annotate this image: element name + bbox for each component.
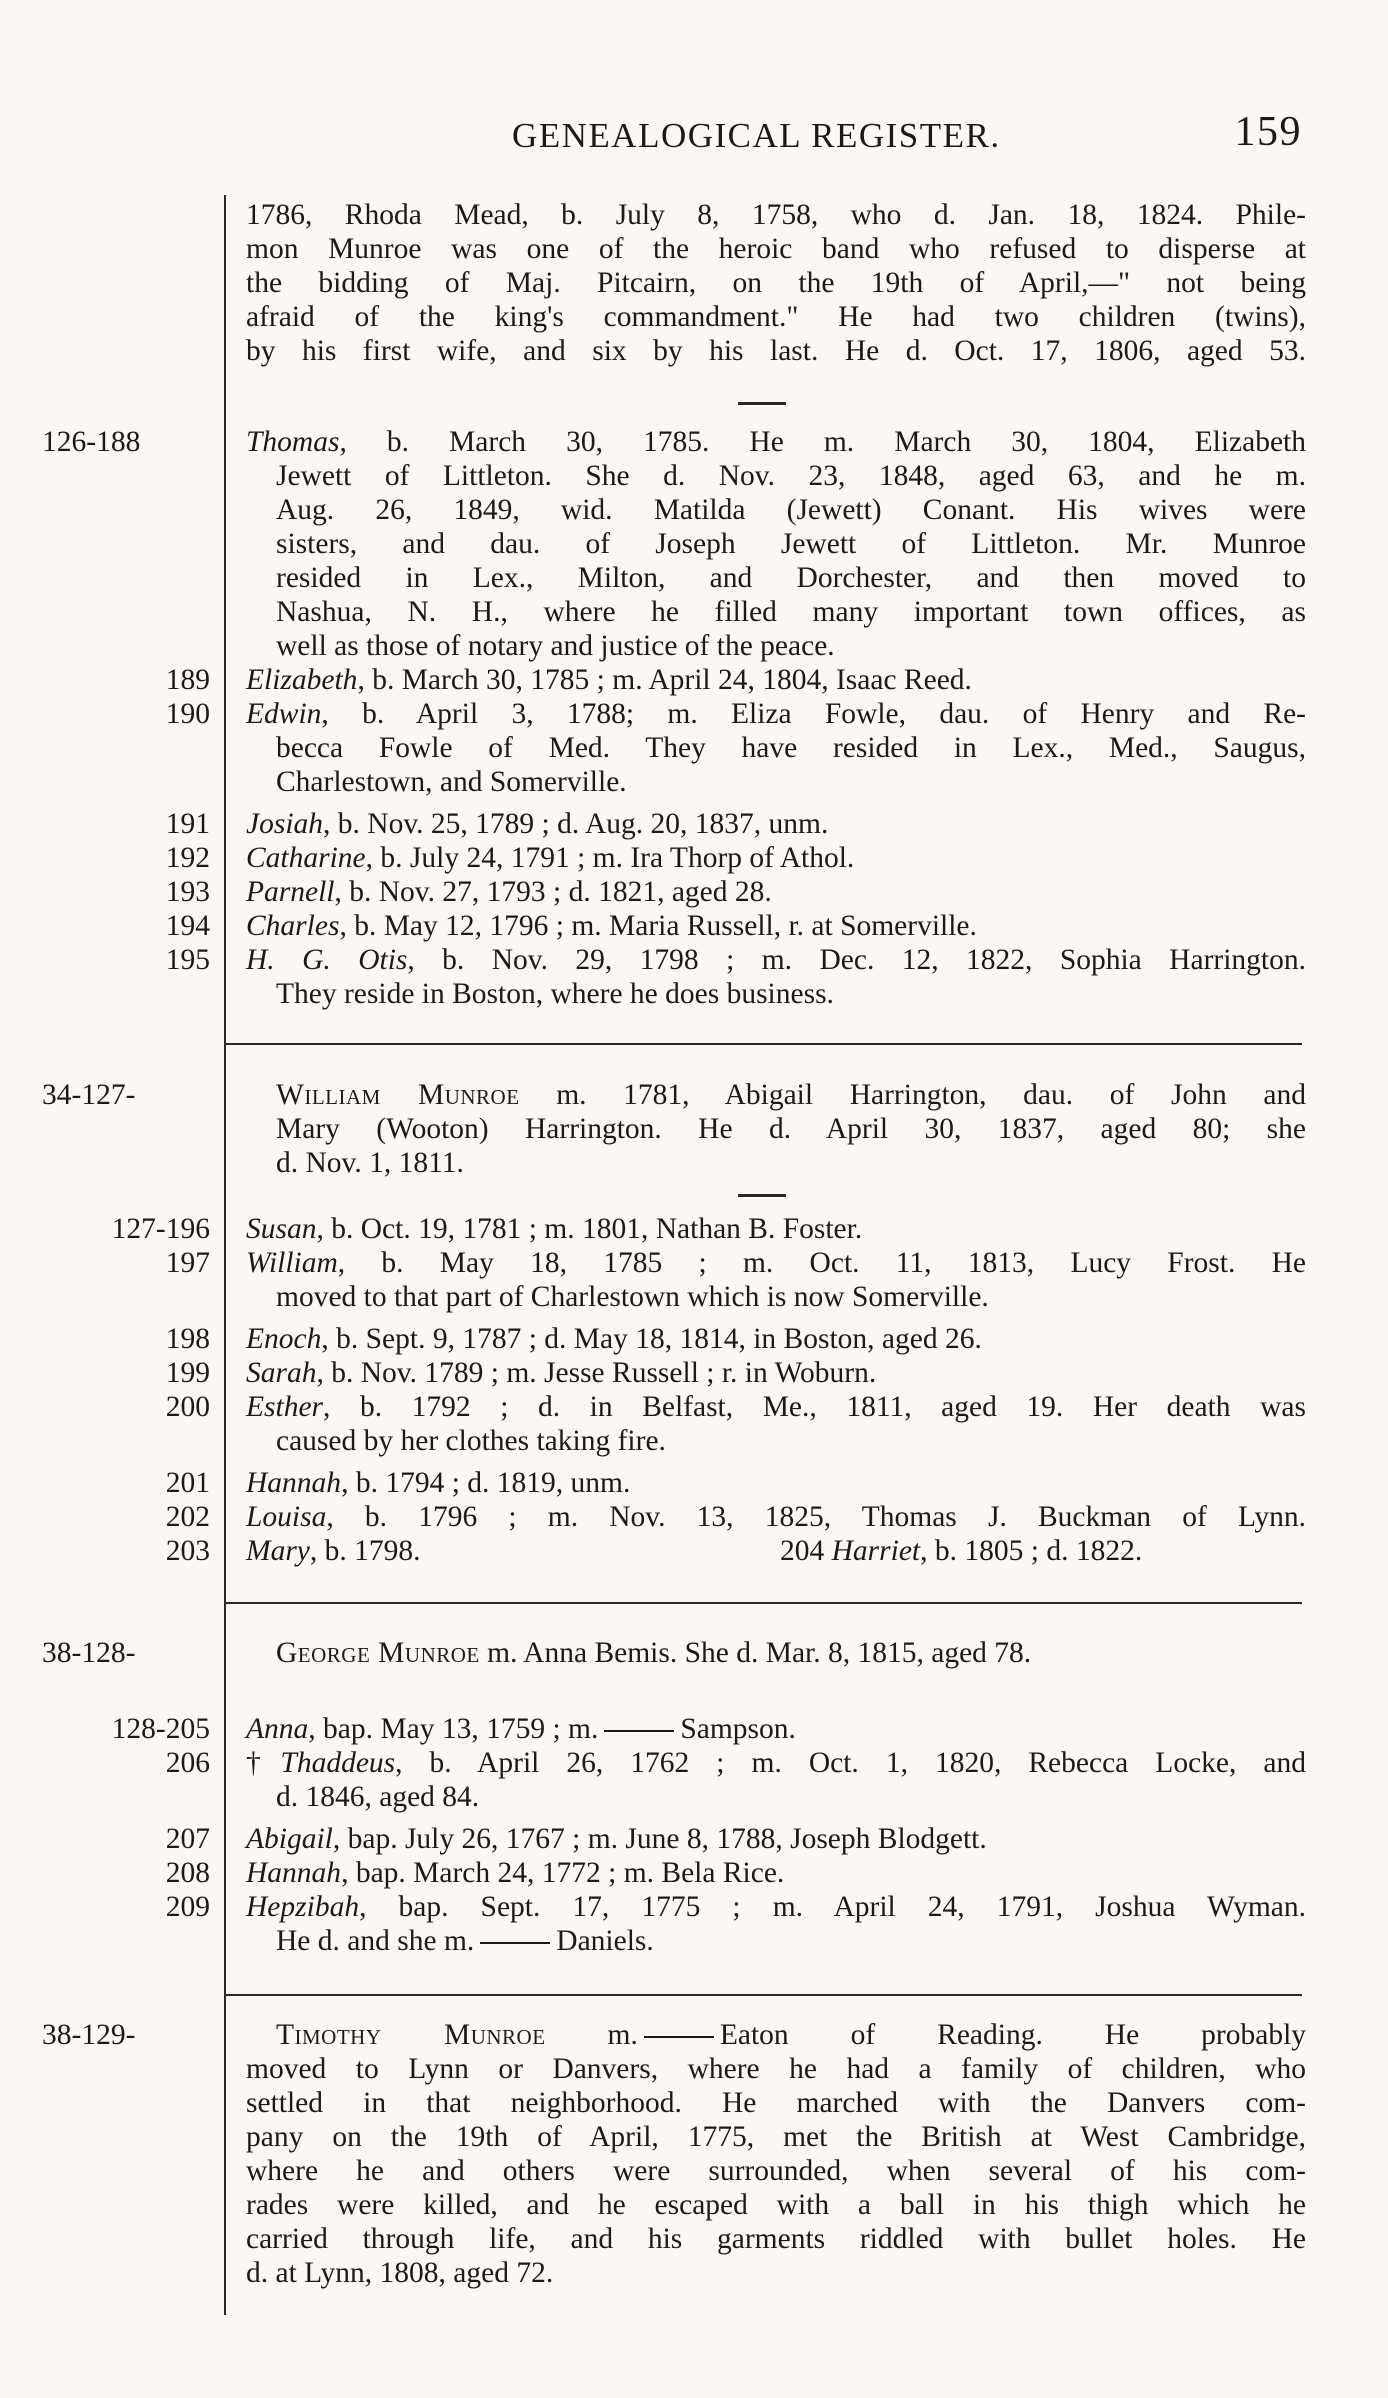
running-header <box>512 108 1302 168</box>
entry-number: 38-129- <box>42 2019 136 2051</box>
entry-line: rades were killed, and he escaped with a ball in his thigh which he <box>246 2189 1306 2221</box>
entry-line: settled in that neighborhood. He marched with the Danvers com- <box>246 2087 1306 2119</box>
person-name: Charles <box>246 910 340 942</box>
entry-text: , b. 1805 ; d. 1822. <box>920 1535 1143 1567</box>
page-number: 159 <box>1234 109 1302 155</box>
intro-line: the bidding of Maj. Pitcairn, on the 19th of April,—" not being <box>246 267 1306 299</box>
person-name: Elizabeth <box>246 664 358 696</box>
short-rule <box>738 402 786 405</box>
entry-line: They reside in Boston, where he does business. <box>276 978 834 1010</box>
entry-text: m. <box>545 2019 638 2051</box>
child-number: 199 <box>165 1357 210 1389</box>
entry-text: , b. Nov. 25, 1789 ; d. Aug. 20, 1837, unm. <box>323 808 829 840</box>
person-name: Abigail <box>246 1823 333 1855</box>
child-entry <box>246 1466 1306 1500</box>
child-entry <box>246 1856 1306 1890</box>
child-entry <box>246 1246 1306 1280</box>
entry-line: moved to Lynn or Danvers, where he had a family of children, who <box>246 2053 1306 2085</box>
entry-line: pany on the 19th of April, 1775, met the British at West Cambridge, <box>246 2121 1306 2153</box>
entry-line <box>276 1636 1306 1670</box>
entry-text: , b. May 18, 1785 ; m. Oct. 11, 1813, Lucy Frost. He <box>337 1247 1306 1279</box>
entry-text: , b. 1792 ; d. in Belfast, Me., 1811, aged 19. Her death was <box>323 1391 1306 1423</box>
child-entry <box>246 1500 1306 1534</box>
entry-text: , b. Nov. 27, 1793 ; d. 1821, aged 28. <box>334 876 772 908</box>
child-number: 192 <box>165 842 210 874</box>
entry-text: , bap. March 24, 1772 ; m. Bela Rice. <box>341 1857 785 1889</box>
entry-line: becca Fowle of Med. They have resided in Lex., Med., Saugus, <box>276 732 1306 764</box>
child-number: 204 <box>780 1535 825 1567</box>
entry-line: carried through life, and his garments riddled with bullet holes. He <box>246 2223 1306 2255</box>
entry-text: , b. 1796 ; m. Nov. 13, 1825, Thomas J. Buckman of Lynn. <box>326 1501 1306 1533</box>
child-number: 190 <box>165 698 210 730</box>
entry-text: , b. 1798. <box>309 1535 421 1567</box>
intro-line: afraid of the king's commandment." He had two children (twins), <box>246 301 1306 333</box>
child-number: 189 <box>165 664 210 696</box>
dagger-mark: † <box>246 1747 281 1779</box>
entry-line: resided in Lex., Milton, and Dorchester, and then moved to <box>276 562 1306 594</box>
entry-line <box>276 1078 1306 1112</box>
child-entry <box>780 1534 1310 1568</box>
entry-text: He d. and she m. <box>276 1925 475 1957</box>
entry-text: , b. July 24, 1791 ; m. Ira Thorp of Athol. <box>365 842 855 874</box>
child-entry <box>246 841 1306 875</box>
person-name: Thomas <box>246 426 340 458</box>
person-name: Parnell <box>246 876 335 908</box>
person-name: Sarah <box>246 1357 317 1389</box>
entry-line <box>246 425 1306 459</box>
child-entry <box>246 1322 1306 1356</box>
person-name: Harriet <box>831 1535 921 1567</box>
child-number: 203 <box>165 1535 210 1567</box>
blank-dash <box>604 1730 674 1732</box>
child-number: 191 <box>165 808 210 840</box>
child-entry <box>246 1746 1306 1780</box>
entry-text: , b. March 30, 1785 ; m. April 24, 1804, Isaac Reed. <box>357 664 972 696</box>
entry-text: , b. April 3, 1788; m. Eliza Fowle, dau. of Henry and Re- <box>321 698 1306 730</box>
entry-text: , b. 1794 ; d. 1819, unm. <box>341 1467 631 1499</box>
entry-line: Mary (Wooton) Harrington. He d. April 30, 1837, aged 80; she <box>276 1113 1306 1145</box>
child-entry <box>246 1212 1306 1246</box>
entry-number: 126-188 <box>42 426 141 458</box>
child-number: 207 <box>165 1823 210 1855</box>
child-entry <box>246 1822 1306 1856</box>
person-name: Hannah <box>246 1857 342 1889</box>
entry-number: 38-128- <box>42 1637 136 1669</box>
entry-line <box>276 2018 1306 2052</box>
section-rule <box>226 1994 1302 1996</box>
child-number: 194 <box>165 910 210 942</box>
child-entry <box>246 875 1306 909</box>
entry-line <box>276 1924 1306 1958</box>
intro-line: by his first wife, and six by his last. He d. Oct. 17, 1806, aged 53. <box>246 335 1306 367</box>
entry-line: d. at Lynn, 1808, aged 72. <box>246 2257 554 2289</box>
column-rule <box>224 195 226 2315</box>
child-number: 206 <box>165 1747 210 1779</box>
child-number: 200 <box>165 1391 210 1423</box>
child-entry <box>246 807 1306 841</box>
child-number: 202 <box>165 1501 210 1533</box>
entry-text: , b. Nov. 29, 1798 ; m. Dec. 12, 1822, Sophia Harrington. <box>407 944 1306 976</box>
family-head-name: Timothy Munroe <box>276 2019 546 2051</box>
child-entry <box>246 1712 1306 1746</box>
entry-text: , b. Oct. 19, 1781 ; m. 1801, Nathan B. Foster. <box>316 1213 863 1245</box>
person-name: Mary <box>246 1535 310 1567</box>
entry-text: , bap. Sept. 17, 1775 ; m. April 24, 1791, Joshua Wyman. <box>359 1891 1306 1923</box>
person-name: Anna <box>246 1713 309 1745</box>
child-number: 193 <box>165 876 210 908</box>
person-name: Hannah <box>246 1467 342 1499</box>
child-entry <box>246 1390 1306 1424</box>
entry-text: , b. Nov. 1789 ; m. Jesse Russell ; r. in Woburn. <box>316 1357 877 1389</box>
person-name: Josiah <box>246 808 324 840</box>
intro-line: mon Munroe was one of the heroic band who refused to disperse at <box>246 233 1306 265</box>
entry-text: m. Anna Bemis. She d. Mar. 8, 1815, aged 78. <box>479 1637 1032 1669</box>
child-number: 208 <box>165 1857 210 1889</box>
entry-line: where he and others were surrounded, when several of his com- <box>246 2155 1306 2187</box>
person-name: William <box>246 1247 338 1279</box>
entry-text: m. 1781, Abigail Harrington, dau. of John and <box>519 1079 1307 1111</box>
child-number: 197 <box>165 1247 210 1279</box>
entry-text: , b. April 26, 1762 ; m. Oct. 1, 1820, Rebecca Locke, and <box>395 1747 1307 1779</box>
entry-text: , bap. July 26, 1767 ; m. June 8, 1788, Joseph Blodgett. <box>332 1823 987 1855</box>
person-name: Catharine <box>246 842 366 874</box>
entry-text: , bap. May 13, 1759 ; m. <box>308 1713 599 1745</box>
person-name: Hepzibah <box>246 1891 360 1923</box>
entry-line: caused by her clothes taking fire. <box>276 1425 666 1457</box>
entry-line: Aug. 26, 1849, wid. Matilda (Jewett) Conant. His wives were <box>276 494 1306 526</box>
child-entry <box>246 909 1306 943</box>
entry-text: Daniels. <box>556 1925 654 1957</box>
entry-line: moved to that part of Charlestown which is now Somerville. <box>276 1281 989 1313</box>
blank-dash <box>480 1942 550 1944</box>
running-title: GENEALOGICAL REGISTER. <box>512 116 1001 155</box>
child-entry <box>246 697 1306 731</box>
child-number: 195 <box>165 944 210 976</box>
child-entry <box>246 1890 1306 1924</box>
person-name: Thaddeus <box>280 1747 396 1779</box>
section-rule <box>226 1043 1302 1045</box>
person-name: Edwin <box>246 698 322 730</box>
entry-text: Sampson. <box>680 1713 796 1745</box>
child-entry <box>246 943 1306 977</box>
blank-dash <box>644 2036 714 2038</box>
section-rule <box>226 1602 1302 1604</box>
entry-line: sisters, and dau. of Joseph Jewett of Littleton. Mr. Munroe <box>276 528 1306 560</box>
child-number: 127-196 <box>111 1213 210 1245</box>
child-number: 198 <box>165 1323 210 1355</box>
entry-text: Eaton of Reading. He probably <box>719 2019 1307 2051</box>
entry-number: 34-127- <box>42 1079 136 1111</box>
family-head-name: William Munroe <box>276 1079 520 1111</box>
child-number: 201 <box>165 1467 210 1499</box>
person-name: Esther <box>246 1391 324 1423</box>
person-name: Susan <box>246 1213 317 1245</box>
entry-line: d. 1846, aged 84. <box>276 1781 480 1813</box>
person-name: H. G. Otis <box>246 944 408 976</box>
person-name: Enoch <box>246 1323 322 1355</box>
family-head-name: George Munroe <box>276 1637 480 1669</box>
child-number: 209 <box>165 1891 210 1923</box>
entry-line: Jewett of Littleton. She d. Nov. 23, 1848, aged 63, and he m. <box>276 460 1306 492</box>
intro-line: 1786, Rhoda Mead, b. July 8, 1758, who d. Jan. 18, 1824. Phile- <box>246 199 1306 231</box>
entry-text: , b. Sept. 9, 1787 ; d. May 18, 1814, in Boston, aged 26. <box>321 1323 982 1355</box>
child-entry <box>246 1356 1306 1390</box>
entry-line: d. Nov. 1, 1811. <box>276 1147 464 1179</box>
entry-text: , b. March 30, 1785. He m. March 30, 1804, Elizabeth <box>339 426 1306 458</box>
entry-text: , b. May 12, 1796 ; m. Maria Russell, r. at Somerville. <box>339 910 977 942</box>
entry-line: Nashua, N. H., where he filled many important town offices, as <box>276 596 1306 628</box>
entry-line: well as those of notary and justice of the peace. <box>276 630 835 662</box>
entry-line: Charlestown, and Somerville. <box>276 766 627 798</box>
short-rule <box>738 1194 786 1197</box>
child-number: 128-205 <box>111 1713 210 1745</box>
child-entry <box>246 663 1306 697</box>
person-name: Louisa <box>246 1501 327 1533</box>
